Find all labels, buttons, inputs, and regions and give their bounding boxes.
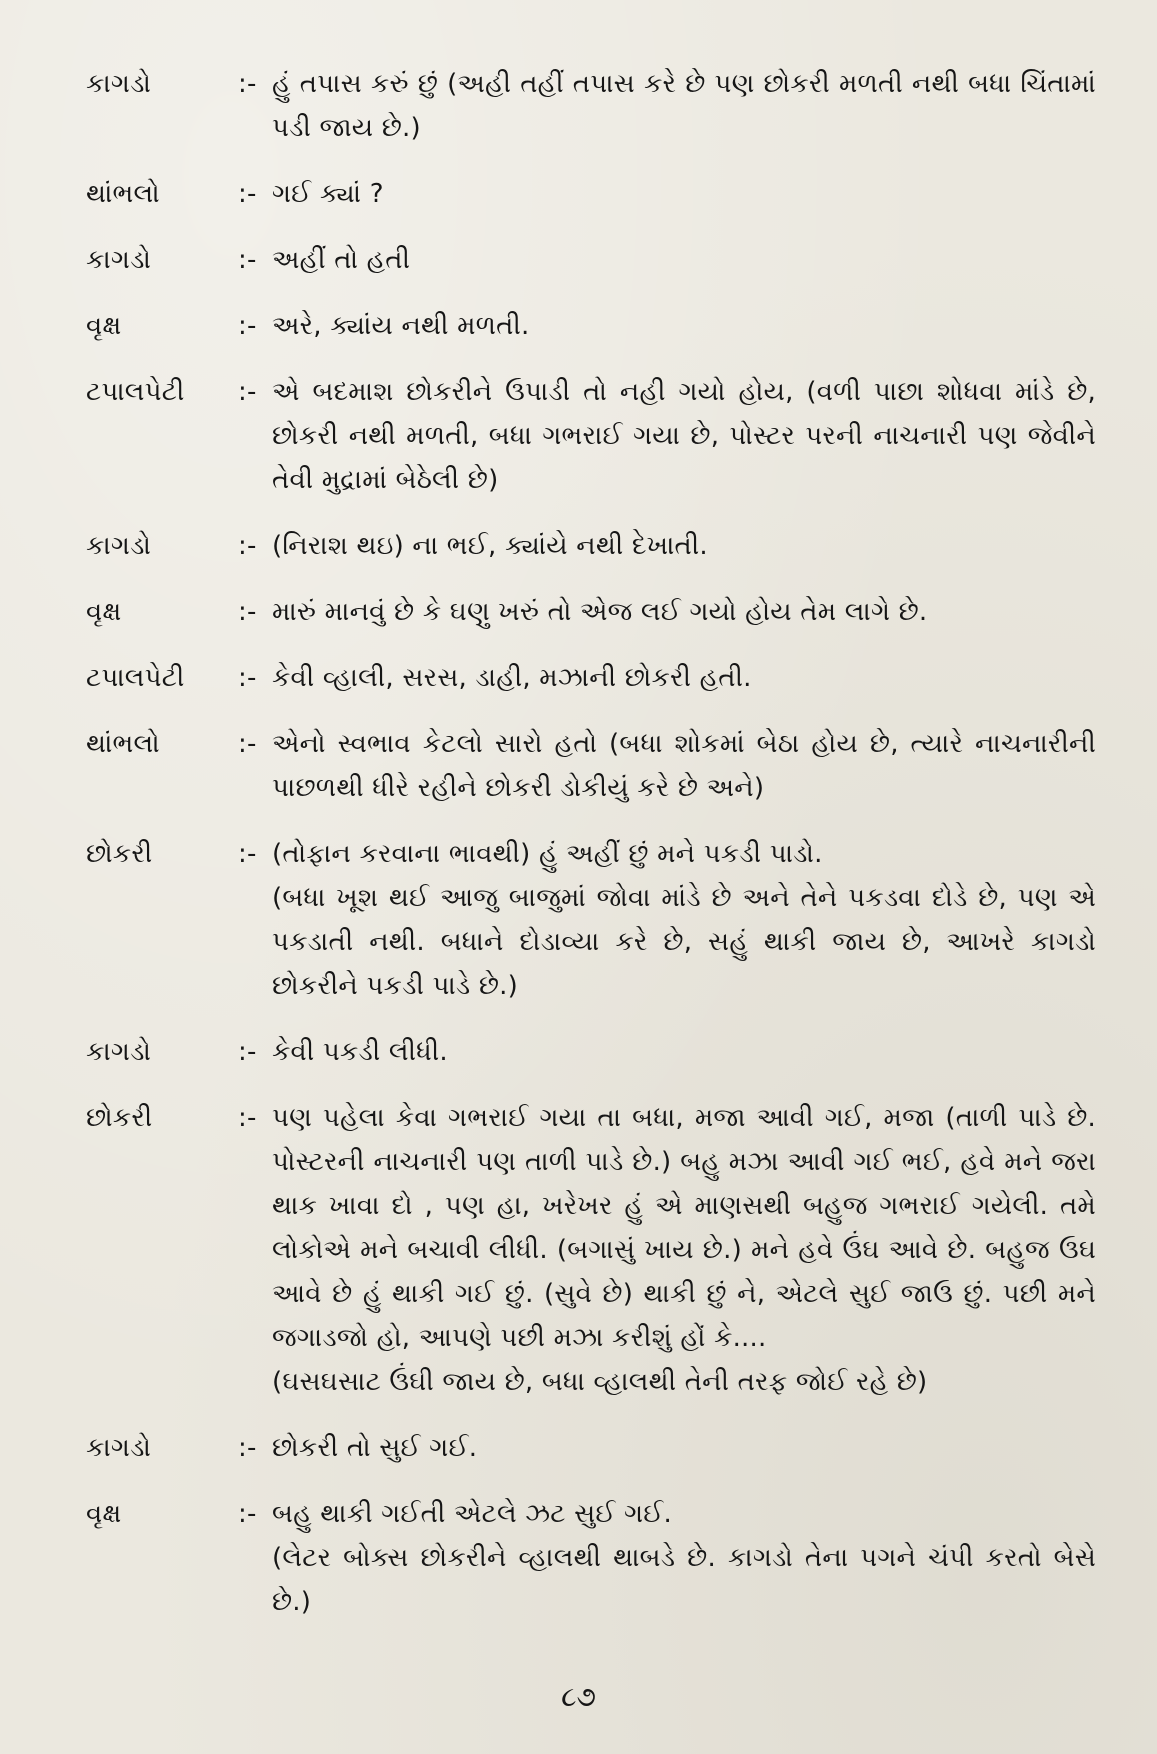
dialogue-line — [86, 1096, 1096, 1404]
stage-direction: (લેટર બોક્સ છોકરીને વ્હાલથી થાબડે છે. કાગડો તેના પગને ચંપી કરતો બેસે છે.) — [272, 1543, 1096, 1617]
speaker-separator: :- — [238, 69, 257, 99]
spoken-text: એનો સ્વભાવ કેટલો સારો હતો (બધા શોકમાં બેઠા હોય છે, ત્યારે નાચનારીની પાછળથી ધીરે રહીને છોકરી ડોકીયું કરે છે અને) — [272, 729, 1096, 803]
dialogue-line — [86, 832, 1096, 1008]
dialogue-line — [86, 238, 1096, 282]
speaker-separator: :- — [238, 1103, 257, 1133]
dialogue-line — [86, 1492, 1096, 1624]
dialogue-line — [86, 1030, 1096, 1074]
speaker-separator: :- — [238, 1433, 257, 1463]
speaker-separator: :- — [238, 597, 257, 627]
line-text — [272, 1426, 1096, 1470]
spoken-text: છોકરી તો સુઈ ગઈ. — [272, 1433, 478, 1463]
speaker-separator: :- — [238, 179, 257, 209]
dialogue-line — [86, 590, 1096, 634]
speaker-name: કાગડો — [86, 245, 152, 275]
speaker-separator: :- — [238, 663, 257, 693]
speaker-name: કાગડો — [86, 69, 152, 99]
spoken-text: અરે, ક્યાંય નથી મળતી. — [272, 311, 530, 341]
dialogue-line — [86, 304, 1096, 348]
spoken-text: હું તપાસ કરું છું (અહી તહીં તપાસ કરે છે પણ છોકરી મળતી નથી બધા ચિંતામાં પડી જાય છે.) — [272, 69, 1096, 143]
spoken-text: એ બદમાશ છોકરીને ઉપાડી તો નહી ગયો હોય, (વળી પાછા શોધવા માંડે છે, છોકરી નથી મળતી, બધા ગભરાઈ ગયા છે, પોસ્ટર પરની નાચનારી પણ જેવીને તેવી મુદ્રામાં બેઠેલી છે) — [272, 377, 1096, 495]
line-text — [272, 656, 1096, 700]
speaker-name: કાગડો — [86, 1433, 152, 1463]
spoken-text: કેવી વ્હાલી, સરસ, ડાહી, મઝાની છોકરી હતી. — [272, 663, 752, 693]
line-text — [272, 370, 1096, 502]
dialogue-list — [86, 62, 1096, 1646]
spoken-text: (તોફાન કરવાના ભાવથી) હું અહીં છું મને પકડી પાડો. — [272, 839, 823, 869]
speaker-name: છોકરી — [86, 1103, 153, 1133]
dialogue-line — [86, 722, 1096, 810]
speaker-separator: :- — [238, 1037, 257, 1067]
line-text — [272, 832, 1096, 1008]
speaker-separator: :- — [238, 729, 257, 759]
speaker-name: વૃક્ષ — [86, 597, 122, 627]
speaker-name: થાંભલો — [86, 729, 160, 759]
spoken-text: કેવી પકડી લીધી. — [272, 1037, 448, 1067]
line-text — [272, 62, 1096, 150]
dialogue-line — [86, 1426, 1096, 1470]
line-text — [272, 1492, 1096, 1624]
line-text — [272, 238, 1096, 282]
speaker-name: થાંભલો — [86, 179, 160, 209]
speaker-name: ટપાલપેટી — [86, 663, 185, 693]
speaker-name: વૃક્ષ — [86, 1499, 122, 1529]
speaker-name: કાગડો — [86, 1037, 152, 1067]
spoken-text: પણ પહેલા કેવા ગભરાઈ ગયા તા બધા, મજા આવી ગઈ, મજા (તાળી પાડે છે. પોસ્ટરની નાચનારી પણ તાળી પાડે છે.) બહુ મઝા આવી ગઈ ભઈ, હવે મને જરા થાક ખાવા દો , પણ હા, ખરેખર હું એ માણસથી બહુજ ગભરાઈ ગયેલી. તમે લોકોએ મને બચાવી લીધી. (બગાસું ખાય છે.) મને હવે ઉંઘ આવે છે. બહુજ ઉઘ આવે છે હું થાકી ગઈ છું. (સુવે છે) થાકી છું ને, એટલે સુઈ જાઉ છું. પછી મને જગાડજો હો, આપણે પછી મઝા કરીશું હોં કે.... — [272, 1103, 1096, 1353]
speaker-name: ટપાલપેટી — [86, 377, 185, 407]
page-number: ૮૭ — [561, 1680, 596, 1713]
spoken-text: બહુ થાકી ગઈતી એટલે ઝટ સુઈ ગઈ. — [272, 1499, 672, 1529]
spoken-text: મારું માનવું છે કે ઘણુ ખરું તો એજ લઈ ગયો હોય તેમ લાગે છે. — [272, 597, 928, 627]
spoken-text: ગઈ ક્યાં ? — [272, 179, 384, 209]
dialogue-line — [86, 370, 1096, 502]
speaker-separator: :- — [238, 311, 257, 341]
line-text — [272, 590, 1096, 634]
spoken-text: (નિરાશ થઇ) ના ભઈ, ક્યાંયે નથી દેખાતી. — [272, 531, 708, 561]
speaker-name: છોકરી — [86, 839, 153, 869]
line-text — [272, 304, 1096, 348]
speaker-name: વૃક્ષ — [86, 311, 122, 341]
speaker-separator: :- — [238, 1499, 257, 1529]
line-text — [272, 1096, 1096, 1404]
speaker-name: કાગડો — [86, 531, 152, 561]
speaker-separator: :- — [238, 839, 257, 869]
stage-direction: (ઘસઘસાટ ઉંઘી જાય છે, બધા વ્હાલથી તેની તરફ જોઈ રહે છે) — [272, 1367, 928, 1397]
speaker-separator: :- — [238, 245, 257, 275]
dialogue-line — [86, 172, 1096, 216]
stage-direction: (બધા ખૂશ થઈ આજુ બાજુમાં જોવા માંડે છે અને તેને પકડવા દોડે છે, પણ એ પકડાતી નથી. બધાને દોડાવ્યા કરે છે, સહું થાકી જાય છે, આખરે કાગડો છોકરીને પકડી પાડે છે.) — [272, 883, 1096, 1001]
spoken-text: અહીં તો હતી — [272, 245, 411, 275]
line-text — [272, 172, 1096, 216]
speaker-separator: :- — [238, 531, 257, 561]
speaker-separator: :- — [238, 377, 257, 407]
line-text — [272, 722, 1096, 810]
dialogue-line — [86, 62, 1096, 150]
dialogue-line — [86, 524, 1096, 568]
line-text — [272, 524, 1096, 568]
dialogue-line — [86, 656, 1096, 700]
line-text — [272, 1030, 1096, 1074]
